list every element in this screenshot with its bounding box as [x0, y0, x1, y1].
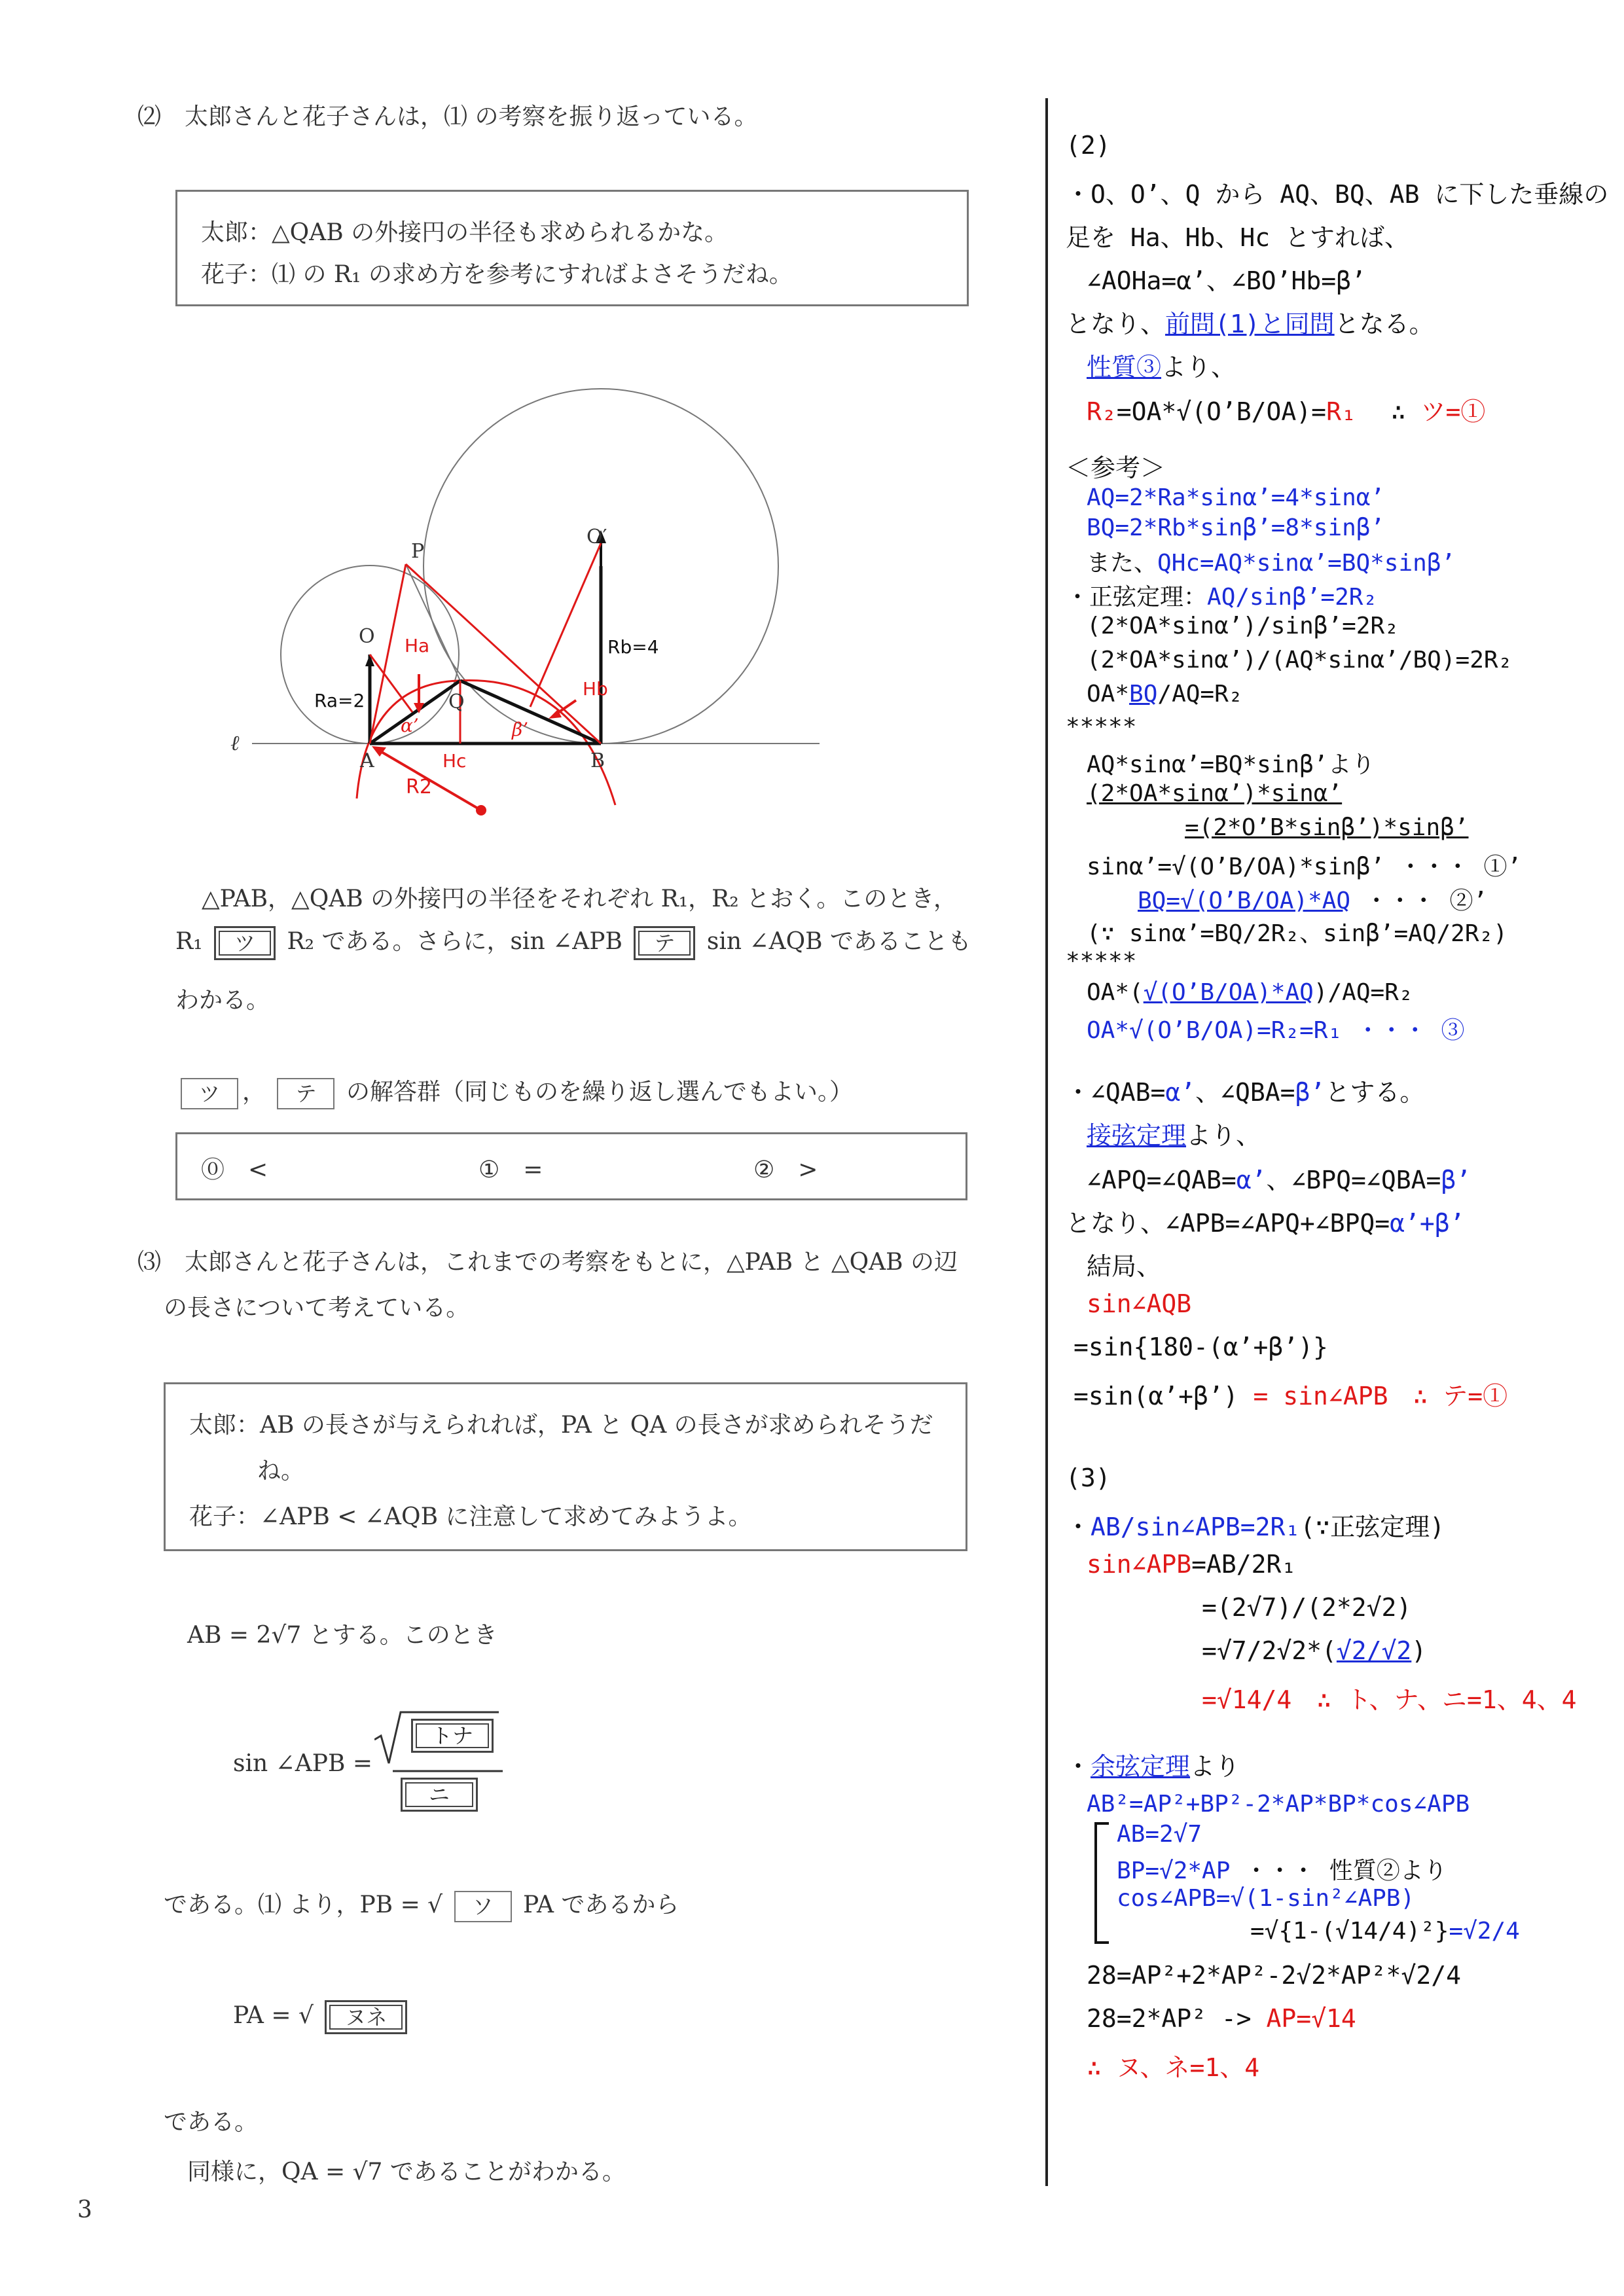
- label-p: P: [411, 540, 425, 563]
- answer-box-nune[interactable]: ヌネ: [325, 2000, 407, 2034]
- ref-line7a: OA*: [1087, 681, 1130, 708]
- answer-box-ni[interactable]: ニ: [401, 1778, 478, 1812]
- cos-line1a: ・: [1066, 1752, 1091, 1781]
- tangent-line3b: α’: [1236, 1166, 1267, 1194]
- line-pq: [406, 564, 460, 681]
- ref-line4a: ・正弦定理：: [1066, 584, 1208, 611]
- tangent-line4: [1066, 1203, 1465, 1239]
- sol3-line1: [1066, 1507, 1445, 1543]
- sol3-line4b: √2/√2: [1336, 1636, 1412, 1665]
- ref-line7b: BQ: [1129, 681, 1158, 708]
- cos-line2: AB²=AP²+BP²-2*AP*BP*cos∠APB: [1087, 1791, 1470, 1818]
- ref-line3b: QHc=AQ*sinα’=BQ*sinβ’: [1157, 550, 1456, 577]
- cos-line5: [1117, 1885, 1415, 1912]
- pb-pre: である。⑴ より，PB = √: [164, 1892, 443, 1918]
- ref-line3: [1087, 545, 1455, 578]
- ref-line12b: ・・・ ②’: [1350, 888, 1488, 914]
- ref-line6: (2*OA*sinα’)/(AQ*sinα’/BQ)=2R₂: [1087, 647, 1513, 673]
- choice-1[interactable]: ① =: [478, 1157, 543, 1183]
- ref-line14c: )/AQ=R₂: [1313, 979, 1413, 1006]
- label-hc: Hc: [442, 750, 467, 772]
- tangent-line8a: =sin(α’+β’): [1074, 1382, 1238, 1410]
- answer-box-tona[interactable]: トナ: [411, 1719, 494, 1753]
- q2-intro: ⑵ 太郎さんと花子さんは，⑴ の考察を振り返っている。: [137, 103, 758, 130]
- sol3-line2b: =AB/2R₁: [1191, 1550, 1297, 1579]
- pb-line: [164, 1886, 679, 1922]
- choices-heading: ツ ， テ の解答群（同じものを繰り返し選んでもよい。）: [177, 1073, 853, 1109]
- ref-heading: ＜参考＞: [1066, 454, 1166, 482]
- sol3-line1b: AB/sin∠APB=2R₁: [1091, 1513, 1301, 1541]
- choice-0[interactable]: ⓪ <: [201, 1157, 268, 1183]
- sol3-line1a: ・: [1066, 1513, 1091, 1541]
- sol3-line5: =√14/4 ∴ ト、ナ、ニ=1、4、4: [1202, 1685, 1577, 1714]
- tangent-line1: [1066, 1072, 1424, 1108]
- choices-text: の解答群（同じものを繰り返し選んでもよい。）: [346, 1079, 853, 1105]
- statement-line1: △PAB，△QAB の外接円の半径をそれぞれ R₁，R₂ とおく。このとき，: [202, 886, 957, 912]
- tangent-line1b: α’: [1165, 1078, 1196, 1107]
- ref-line14: [1087, 979, 1413, 1006]
- center-r2: [476, 805, 486, 816]
- ref-stars1: *****: [1066, 713, 1137, 740]
- sol2-line5b: より、: [1161, 353, 1236, 382]
- label-beta: β’: [512, 719, 529, 740]
- statement-line2: [175, 923, 971, 960]
- label-l: ℓ: [230, 730, 240, 755]
- box2-line3: 花子：∠APB < ∠AQB に注意して求めてみようよ。: [189, 1503, 752, 1530]
- answer-box-so[interactable]: ソ: [454, 1891, 512, 1922]
- bracket: [1092, 1821, 1111, 1945]
- sol3-line4: [1202, 1636, 1426, 1665]
- ref-line15: OA*√(O’B/OA)=R₂=R₁ ・・・ ③: [1087, 1017, 1465, 1044]
- segment-bq: [460, 681, 601, 744]
- tangent-line4b: α’+β’: [1390, 1209, 1465, 1238]
- cos-line1: [1066, 1746, 1240, 1782]
- tangent-line2a: 接弦定理: [1087, 1121, 1187, 1150]
- sol2-line4c: となる。: [1334, 310, 1434, 338]
- tangent-line3d: β’: [1441, 1166, 1471, 1194]
- ref-line3a: また、: [1087, 550, 1158, 577]
- cos-line4a: BP=√2*AP: [1117, 1857, 1231, 1884]
- sin-numerator: [407, 1719, 497, 1753]
- ref-line14a: OA*(: [1087, 979, 1144, 1006]
- sol3-line2a: sin∠APB: [1087, 1550, 1192, 1579]
- perp-oha: [370, 655, 412, 712]
- label-q: Q: [448, 691, 465, 713]
- sol2-heading: (2): [1066, 131, 1111, 160]
- q3-line2: の長さについて考えている。: [164, 1295, 470, 1321]
- statement-mid: R₂ である。さらに，sin ∠APB: [287, 928, 623, 955]
- tangent-line6: sin∠AQB: [1087, 1289, 1192, 1318]
- choice-label-te: テ: [277, 1078, 334, 1109]
- ab-line: AB = 2√7 とする。このとき: [187, 1622, 497, 1649]
- cos-line8a: 28=2*AP² ->: [1087, 2004, 1267, 2033]
- sol2-line4b: 前問(1)と同問: [1165, 310, 1335, 338]
- ref-line4: [1066, 579, 1377, 612]
- cos-line4b: ・・・ 性質②より: [1230, 1857, 1447, 1884]
- sol3-heading: (3): [1066, 1463, 1111, 1492]
- sin-label: sin ∠APB =: [233, 1750, 373, 1777]
- cos-line9: ∴ ヌ、ネ=1、4: [1087, 2053, 1260, 2082]
- label-hb: Hb: [583, 678, 608, 700]
- dialogue-box-1: [175, 190, 969, 306]
- r1-text: R₁: [175, 928, 203, 955]
- red-pb: [406, 564, 601, 744]
- tangent-line3c: 、∠BPQ=∠QBA=: [1266, 1166, 1441, 1194]
- tangent-line7: =sin{180-(α’+β’)}: [1074, 1333, 1328, 1361]
- sol3-line4c: ): [1411, 1636, 1427, 1665]
- sol2-line6e: ツ=①: [1420, 397, 1486, 426]
- cos-line6b: =√2/4: [1449, 1918, 1520, 1945]
- tangent-line1d: β’: [1295, 1078, 1326, 1107]
- box1-line1: 太郎：△QAB の外接円の半径も求められるかな。: [201, 219, 729, 246]
- cos-line5-text: cos∠APB=√(1-sin²∠APB): [1117, 1885, 1415, 1912]
- pa-label: PA = √: [233, 2002, 314, 2029]
- tangent-line3: [1087, 1160, 1471, 1196]
- sin-denominator: [397, 1778, 482, 1812]
- label-ra: Ra=2: [314, 690, 365, 711]
- q3-line1: ⑶ 太郎さんと花子さんは，これまでの考察をもとに，△PAB と △QAB の辺: [137, 1249, 958, 1276]
- sol3-line3: =(2√7)/(2*2√2): [1202, 1593, 1412, 1622]
- tangent-line8: [1074, 1376, 1507, 1412]
- ref-line14b: √(O’B/OA)*AQ: [1143, 979, 1314, 1006]
- sol2-line1: ・O、O’、Q から AQ、BQ、AB に下した垂線の: [1066, 180, 1609, 209]
- tangent-line3a: ∠APQ=∠QAB=: [1087, 1166, 1236, 1194]
- label-b: B: [590, 749, 605, 772]
- cos-line6: [1250, 1918, 1520, 1945]
- ref-line12: [1138, 882, 1487, 916]
- cos-line8: [1087, 2004, 1356, 2033]
- tangent-line1c: 、∠QBA=: [1195, 1078, 1295, 1107]
- column-divider: [1045, 98, 1048, 2186]
- box2-line1: 太郎：AB の長さが与えられれば，PA と QA の長さが求められそうだ: [189, 1412, 933, 1439]
- box2-line2: ね。: [257, 1458, 305, 1484]
- cos-line7: 28=AP²+2*AP²-2√2*AP²*√2/4: [1087, 1961, 1461, 1990]
- ref-line5: (2*OA*sinα’)/sinβ’=2R₂: [1087, 613, 1399, 639]
- ref-line12a: BQ=√(O’B/OA)*AQ: [1138, 888, 1351, 914]
- sol2-line6c: R₁: [1326, 397, 1356, 426]
- page-number: 3: [77, 2197, 92, 2223]
- ref-line13: (∵ sinα’=BQ/2R₂、sinβ’=AQ/2R₂): [1087, 920, 1507, 947]
- answer-box-tsu[interactable]: ツ: [214, 926, 276, 960]
- statement-end: sin ∠AQB であることも: [706, 928, 972, 955]
- label-a: A: [360, 749, 374, 772]
- cos-line6a: =√{1-(√14/4)²}: [1250, 1918, 1449, 1945]
- sol2-line2: 足を Ha、Hb、Hc とすれば、: [1066, 223, 1410, 252]
- sol2-line6b: =OA*√(O’B/OA)=: [1116, 397, 1327, 426]
- box1-line2: 花子：⑴ の R₁ の求め方を参考にすればよさそうだね。: [201, 261, 793, 288]
- sol2-line6: [1087, 391, 1485, 427]
- ref-line7c: /AQ=R₂: [1157, 681, 1243, 708]
- geometry-figure: [223, 353, 838, 838]
- label-alpha: α’: [401, 715, 419, 736]
- sol2-line6a: R₂: [1087, 397, 1117, 426]
- ref-line1: AQ=2*Ra*sinα’=4*sinα’: [1087, 484, 1385, 511]
- tangent-line2: [1087, 1115, 1261, 1151]
- tangent-line1e: とする。: [1325, 1078, 1425, 1107]
- tangent-line2b: より、: [1186, 1121, 1261, 1150]
- label-r2: R2: [406, 776, 432, 798]
- pa-line: [233, 2000, 411, 2034]
- label-o-prime: O′: [586, 526, 607, 548]
- sol3-line4a: =√7/2√2*(: [1202, 1636, 1337, 1665]
- pb-post: PA であるから: [523, 1892, 679, 1918]
- ref-line11: sinα’=√(O’B/OA)*sinβ’ ・・・ ①’: [1087, 853, 1522, 880]
- qa-line: 同様に，QA = √7 であることがわかる。: [187, 2159, 626, 2185]
- choice-2[interactable]: ② >: [753, 1157, 818, 1183]
- sol2-line4a: となり、: [1066, 310, 1166, 338]
- cos-line1c: より: [1190, 1752, 1240, 1781]
- cos-line3: AB=2√7: [1117, 1821, 1202, 1848]
- tangent-line5: 結局、: [1087, 1252, 1162, 1281]
- ref-line4b: AQ/sinβ’=2R₂: [1207, 584, 1378, 611]
- dearu-line: である。: [164, 2109, 259, 2136]
- statement-line3: わかる。: [175, 987, 270, 1014]
- sol2-line4: [1066, 304, 1434, 340]
- ref-stars2: *****: [1066, 948, 1137, 975]
- sol2-line5a: 性質③: [1087, 353, 1162, 382]
- ref-line8: AQ*sinα’=BQ*sinβ’より: [1087, 751, 1375, 778]
- ref-line2: BQ=2*Rb*sinβ’=8*sinβ’: [1087, 514, 1385, 541]
- cos-line4: [1117, 1852, 1447, 1886]
- cos-line8b: AP=√14: [1266, 2004, 1356, 2033]
- tangent-line8b: = sin∠APB ∴ テ=①: [1238, 1382, 1508, 1410]
- ref-line10: =(2*O’B*sinβ’)*sinβ’: [1185, 814, 1469, 841]
- choices-box: [175, 1132, 967, 1200]
- cos-line1b: 余弦定理: [1091, 1752, 1191, 1781]
- sol3-line1c: (∵正弦定理): [1300, 1513, 1445, 1541]
- sol2-line5: [1087, 347, 1236, 383]
- ref-line9: (2*OA*sinα’)*sinα’: [1087, 780, 1343, 807]
- tangent-line1a: ・∠QAB=: [1066, 1078, 1166, 1107]
- label-ha: Ha: [405, 635, 430, 656]
- label-o: O: [359, 625, 375, 648]
- sol3-line2: [1087, 1550, 1296, 1579]
- dialogue-box-2: [164, 1382, 967, 1551]
- label-rb: Rb=4: [607, 636, 659, 658]
- tangent-line4a: となり、∠APB=∠APQ+∠BPQ=: [1066, 1209, 1390, 1238]
- ref-line7: [1087, 681, 1242, 708]
- sol2-line3: ∠AOHa=α’、∠BO’Hb=β’: [1087, 266, 1366, 295]
- sol2-line6d: ∴: [1390, 397, 1406, 426]
- choice-label-tsu: ツ: [181, 1078, 238, 1109]
- answer-box-te[interactable]: テ: [634, 926, 695, 960]
